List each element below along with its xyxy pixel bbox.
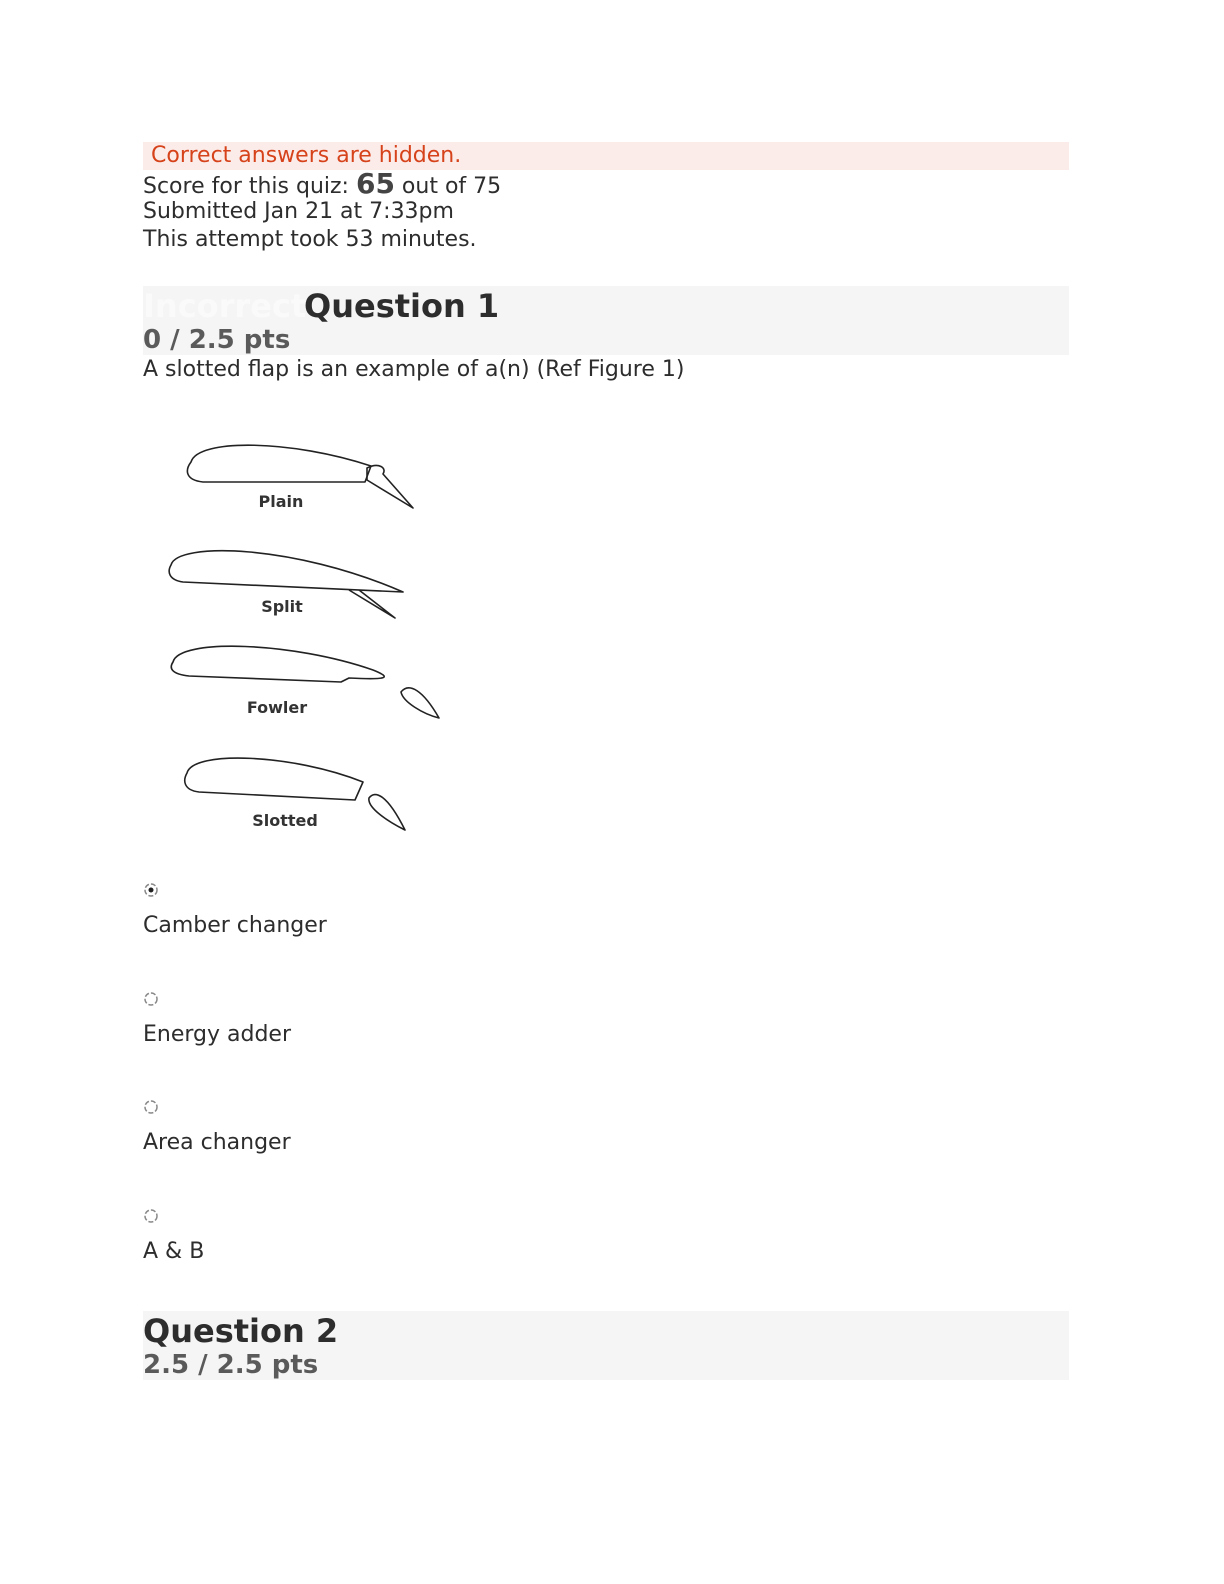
slotted-label: Slotted [252, 811, 318, 830]
question-1-text: A slotted flap is an example of a(n) (Ref Figure 1) [143, 357, 685, 382]
question-1-title: Question 1 [304, 287, 500, 325]
answer-label: Camber changer [143, 913, 327, 938]
submitted-line: Submitted Jan 21 at 7:33pm [143, 199, 454, 224]
radio-unselected-icon[interactable] [143, 1099, 159, 1115]
question-1-header [143, 286, 1069, 355]
score-suffix: out of 75 [394, 174, 502, 199]
question-1-points: 0 / 2.5 pts [143, 325, 291, 355]
score-line [143, 167, 1069, 200]
fowler-label: Fowler [246, 698, 308, 717]
flap-types-figure [143, 430, 453, 840]
question-2-points: 2.5 / 2.5 pts [143, 1350, 319, 1380]
flap-diagram [143, 430, 453, 840]
hidden-answers-notice: Correct answers are hidden. [143, 142, 1069, 170]
quiz-results-page [143, 142, 1069, 254]
answer-label: Energy adder [143, 1022, 292, 1047]
answer-label: A & B [143, 1239, 205, 1264]
radio-unselected-icon[interactable] [143, 991, 159, 1007]
score-value: 65 [355, 167, 395, 200]
split-label: Split [261, 597, 303, 616]
score-prefix: Score for this quiz: [143, 174, 356, 199]
question-2-header [143, 1311, 1069, 1380]
radio-unselected-icon[interactable] [143, 1208, 159, 1224]
answer-label: Area changer [143, 1130, 291, 1155]
question-1-status: Incorrect [143, 287, 307, 325]
question-2-title: Question 2 [143, 1312, 339, 1350]
plain-label: Plain [258, 492, 304, 511]
quiz-summary [143, 167, 1069, 254]
duration-line: This attempt took 53 minutes. [143, 227, 477, 252]
radio-selected-icon[interactable] [143, 882, 159, 898]
